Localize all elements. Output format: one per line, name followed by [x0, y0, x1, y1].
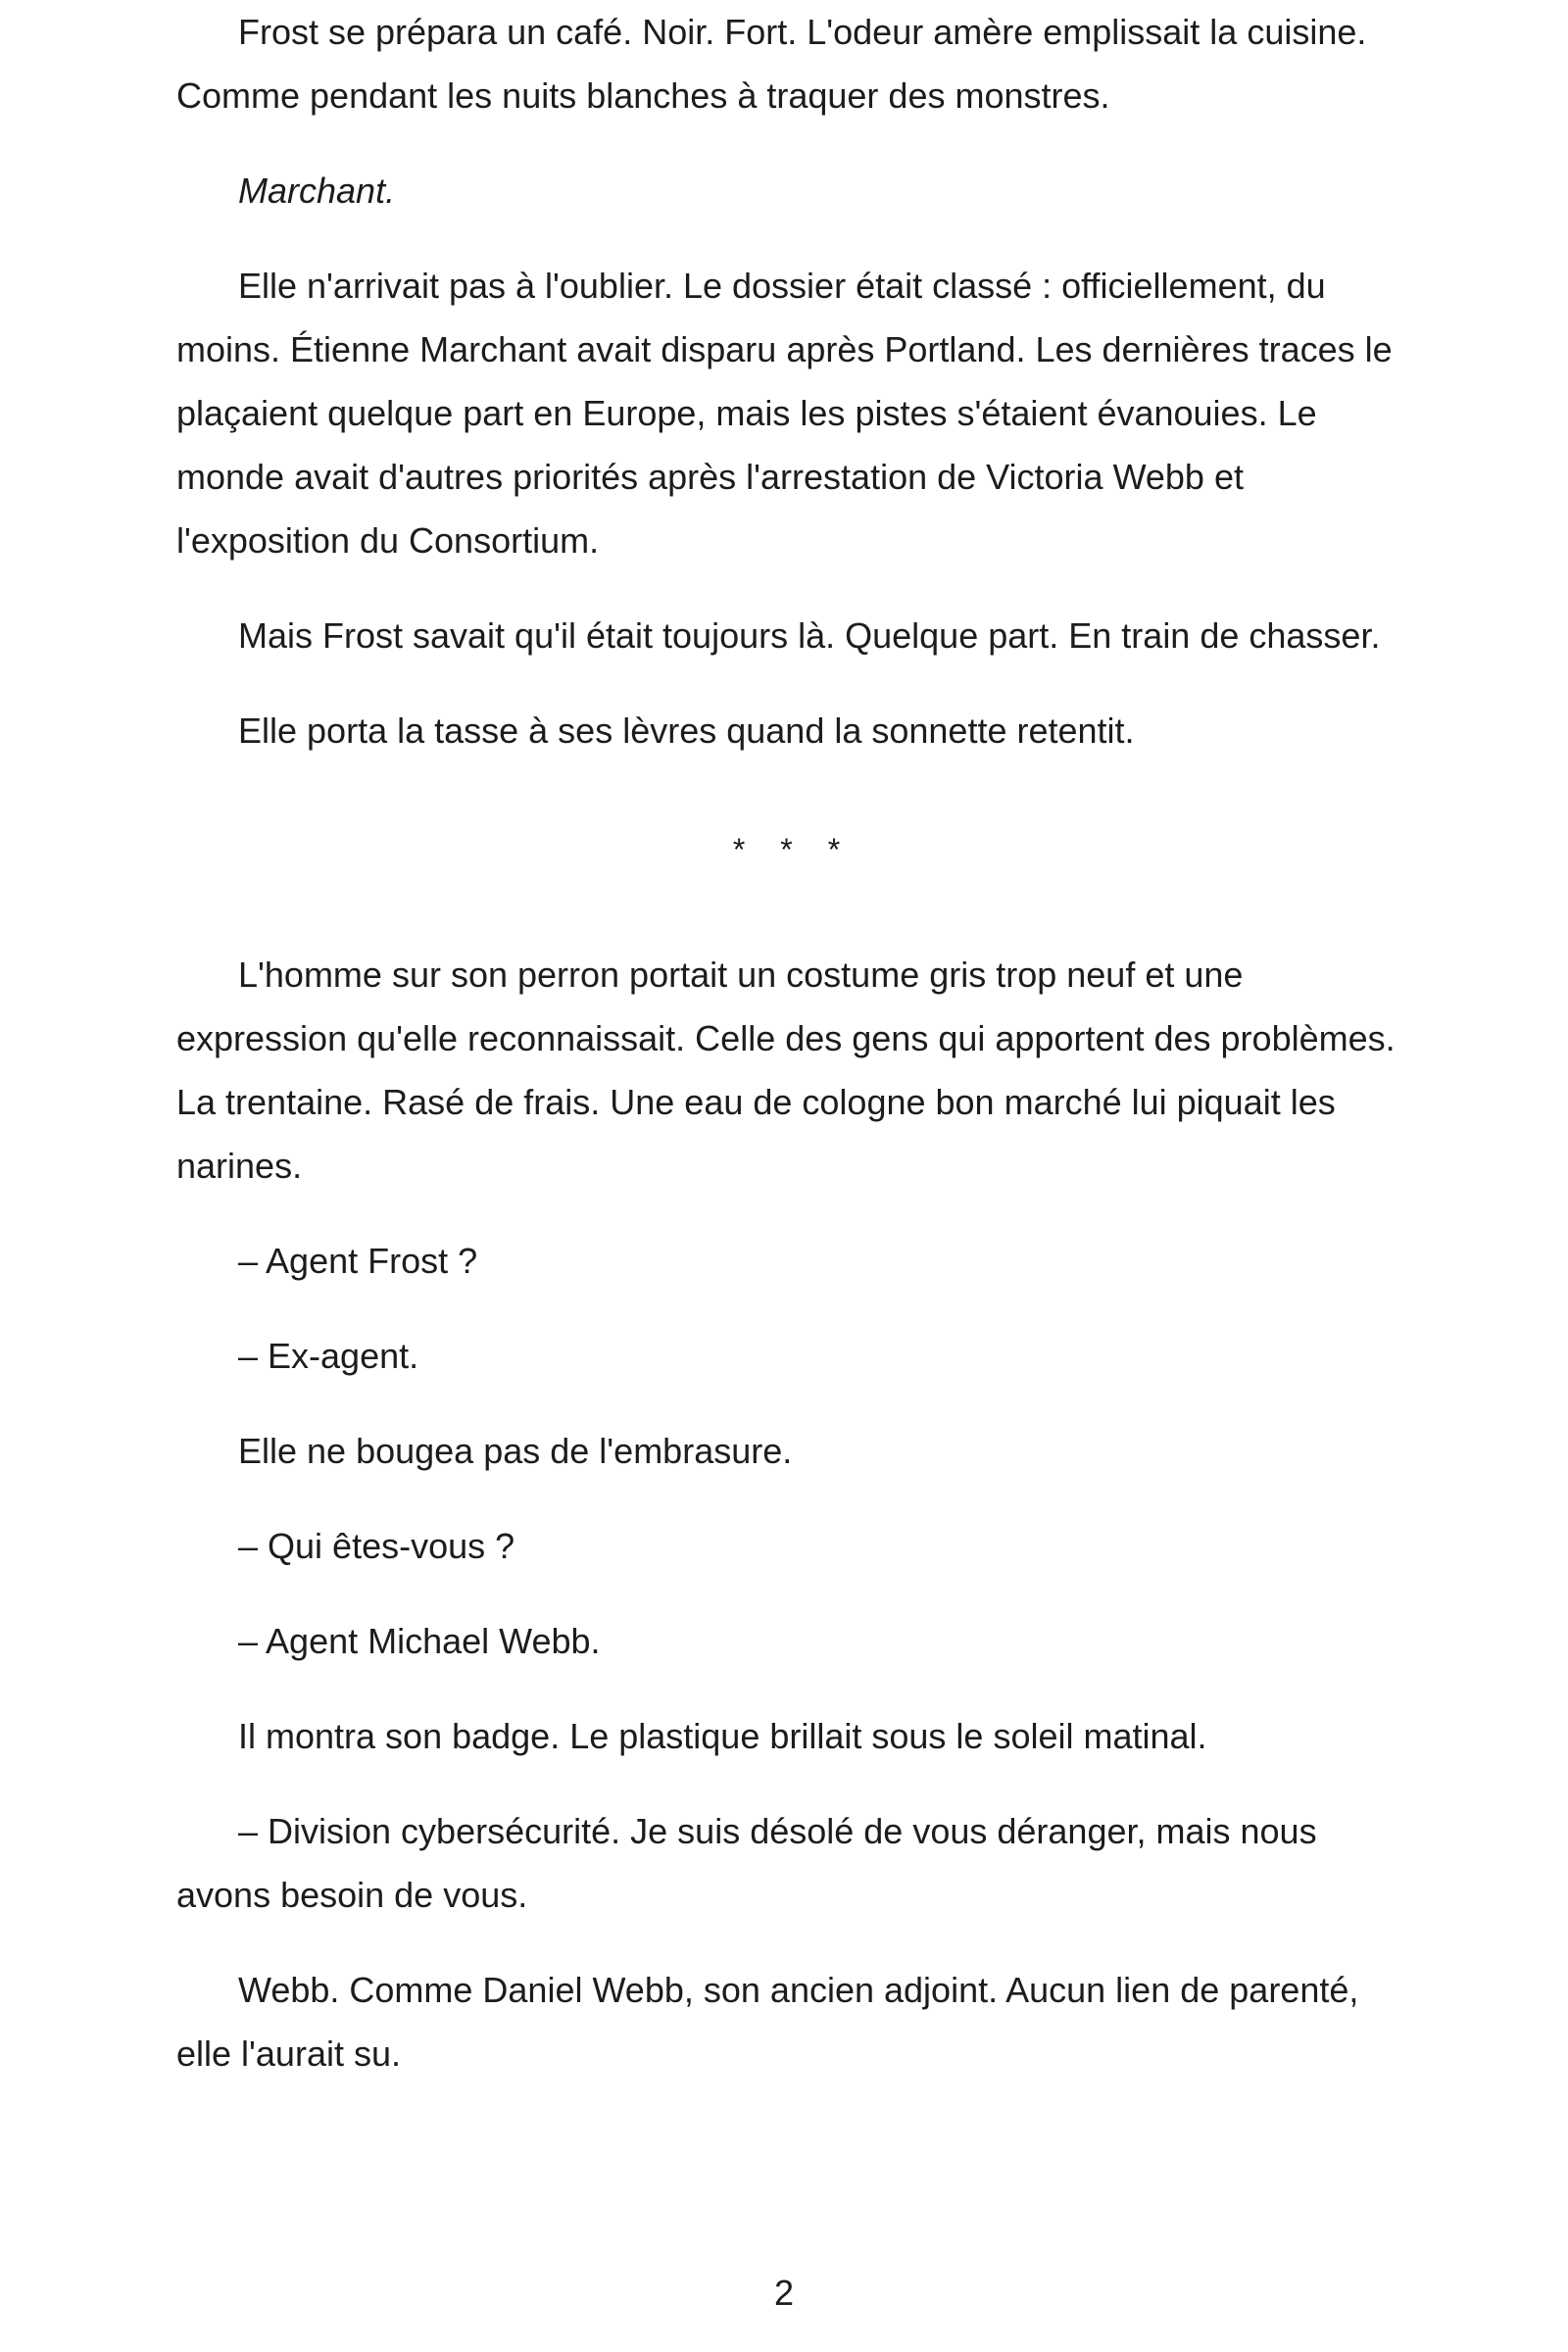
paragraph: Il montra son badge. Le plastique brillait sous le soleil matinal. — [238, 1716, 1207, 1756]
paragraph: Mais Frost savait qu'il était toujours là. Quelque part. En train de chasser. — [238, 615, 1381, 656]
paragraph: Marchant. — [238, 171, 396, 211]
paragraph: – Qui êtes-vous ? — [238, 1526, 515, 1566]
section-break — [176, 830, 1396, 869]
section-break-star: * — [827, 832, 841, 867]
paragraph: – Agent Michael Webb. — [238, 1621, 601, 1661]
paragraphs-before-break — [176, 0, 1396, 762]
paragraph: Elle porta la tasse à ses lèvres quand la sonnette retentit. — [238, 710, 1135, 751]
paragraph: – Division cybersécurité. Je suis désolé de vous déranger, mais nous avons besoin de vous. — [176, 1811, 1317, 1915]
paragraph: L'homme sur son perron portait un costume gris trop neuf et une expression qu'elle reconnaissait. Celle des gens qui apportent des problèmes. La trentaine. Rasé de frais. Une eau de cologne bon marché lui piquait les narines. — [176, 955, 1396, 1186]
paragraph: Elle n'arrivait pas à l'oublier. Le dossier était classé : officiellement, du moins. Étienne Marchant avait disparu après Portland. Les dernières traces le plaçaient quelque part en Europe, mais les pistes s'étaient évanouies. Le monde avait d'autres priorités après l'arrestation de Victoria Webb et l'exposition du Consortium. — [176, 266, 1393, 561]
page-number: 2 — [773, 2273, 795, 2313]
section-break-star: * — [780, 832, 793, 867]
paragraphs-after-break — [176, 943, 1396, 2085]
body-text — [176, 0, 1396, 2085]
paragraph: – Agent Frost ? — [238, 1241, 478, 1281]
paragraph: Elle ne bougea pas de l'embrasure. — [238, 1431, 793, 1471]
paragraph: Webb. Comme Daniel Webb, son ancien adjoint. Aucun lien de parenté, elle l'aurait su. — [176, 1970, 1359, 2074]
paragraph: Frost se prépara un café. Noir. Fort. L'odeur amère emplissait la cuisine. Comme pendant les nuits blanches à traquer des monstres. — [176, 12, 1367, 116]
paragraph: – Ex-agent. — [238, 1336, 419, 1376]
section-break-star: * — [732, 832, 746, 867]
